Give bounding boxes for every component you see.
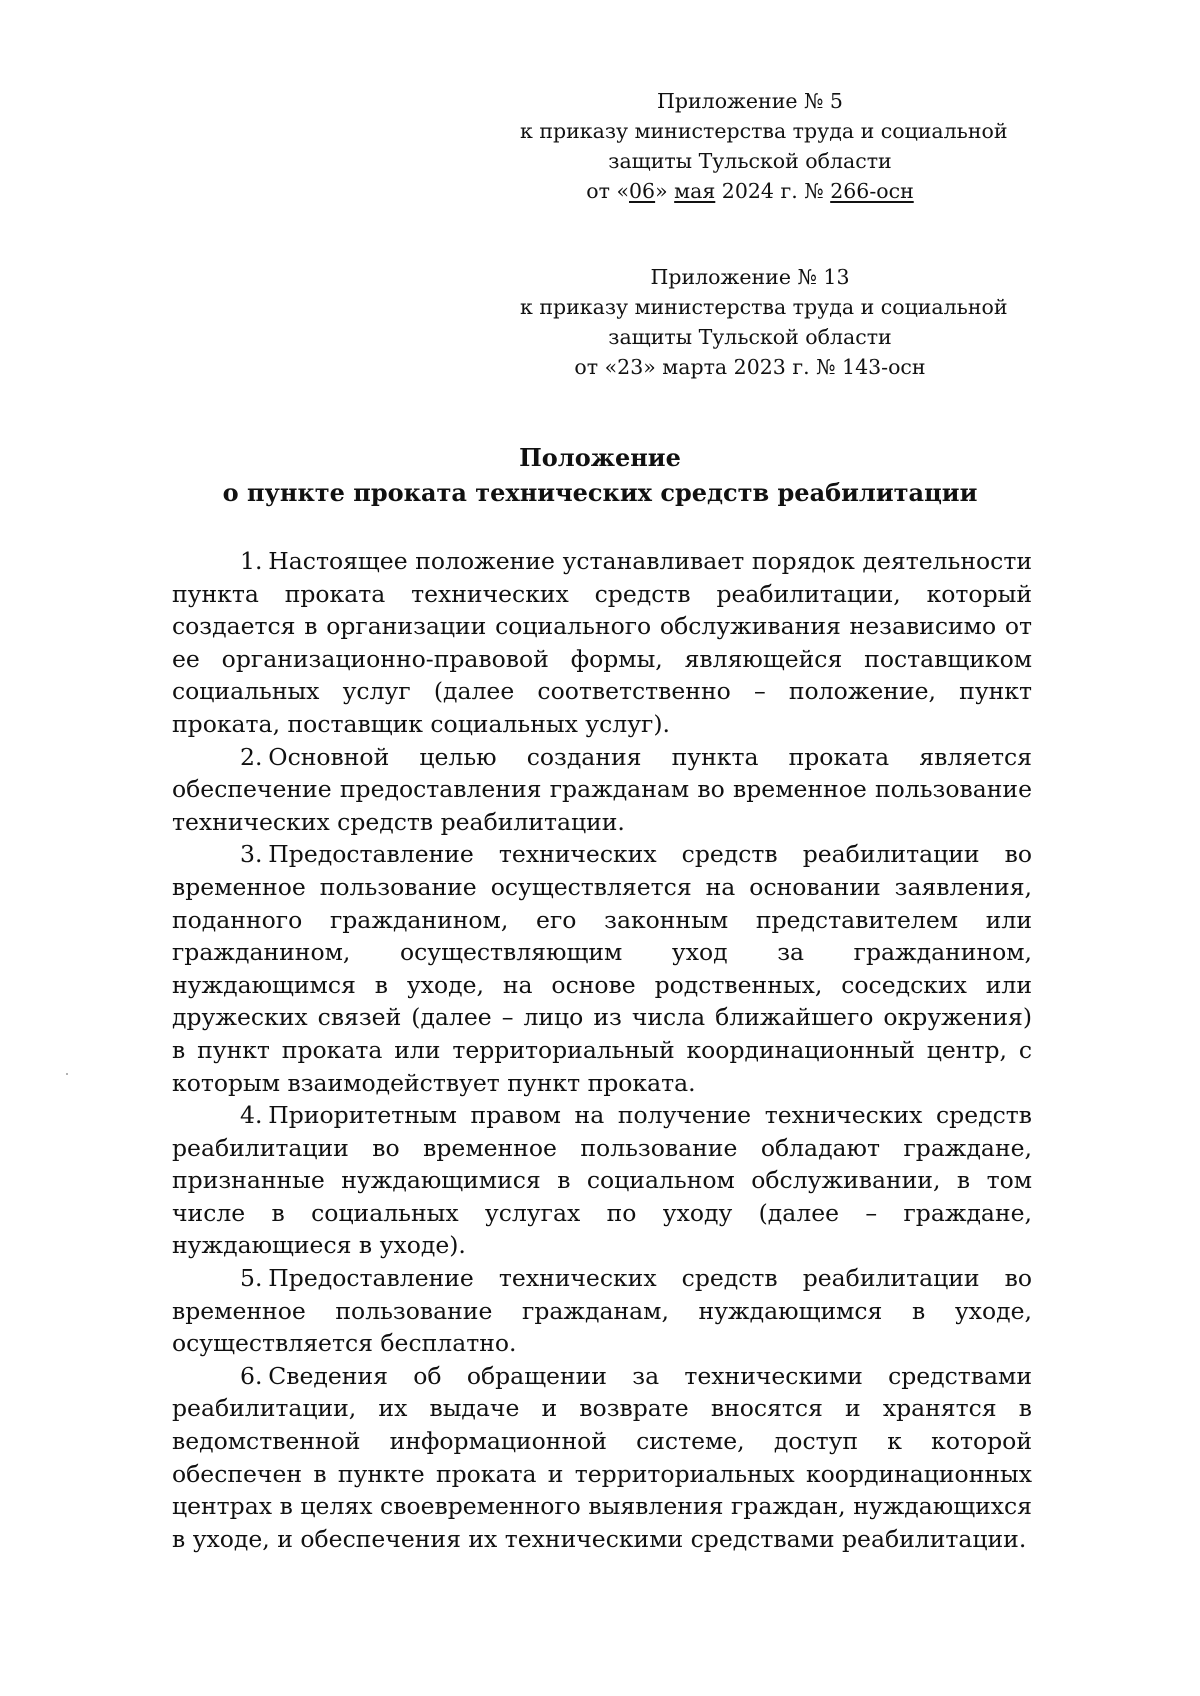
paragraph-3: [172, 838, 1032, 1099]
paragraph-text: Основной целью создания пункта проката является обеспечение предоставления гражданам во временное пользование технических средств реабилитации.: [172, 742, 1032, 836]
paragraph-6: [172, 1360, 1032, 1556]
paragraph-text: Настоящее положение устанавливает порядок деятельности пункта проката технических средств реабилитации, который создается в организации социального обслуживания независимо от ее организационно-правовой формы, являющейся поставщиком социальных услуг (далее соответственно – положение, пункт проката, поставщик социальных услуг).: [172, 547, 1032, 738]
paragraph-4: [172, 1099, 1032, 1262]
document-title-line1: Положение: [519, 443, 681, 472]
appendix-5-month: мая: [674, 179, 716, 203]
paragraph-number: 3.: [240, 840, 263, 869]
appendix-5-line1: к приказу министерства труда и социальной: [520, 119, 1008, 143]
paragraph-number: 6.: [240, 1361, 263, 1390]
paragraph-5: [172, 1262, 1032, 1360]
document-title: [120, 440, 1080, 510]
appendix-13-date-line: от «23» марта 2023 г. № 143-осн: [574, 355, 926, 379]
document-title-line2: о пункте проката технических средств реабилитации: [222, 478, 978, 507]
paragraph-number: 1.: [240, 547, 263, 575]
appendix-5-date-prefix: от «: [586, 179, 630, 203]
appendix-5-date-line: [520, 176, 980, 206]
appendix-13-header: [520, 262, 1008, 382]
document-body: [172, 545, 1032, 1555]
appendix-5-line2: защиты Тульской области: [608, 149, 892, 173]
paragraph-number: 4.: [240, 1101, 263, 1130]
paragraph-text: Приоритетным правом на получение технических средств реабилитации во временное пользование обладают граждане, признанные нуждающимися в социальном обслуживании, в том числе в социальных услугах по уходу (далее – граждане, нуждающиеся в уходе).: [172, 1101, 1032, 1260]
appendix-13-line2: защиты Тульской области: [608, 325, 892, 349]
appendix-13-line1: к приказу министерства труда и социальной: [520, 295, 1008, 319]
paragraph-text: Сведения об обращении за техническими средствами реабилитации, их выдаче и возврате вносятся и хранятся в ведомственной информационной системе, доступ к которой обеспечен в пункте проката и территориальных координационных центрах в целях своевременного выявления граждан, нуждающихся в уходе, и обеспечения их техническими средствами реабилитации.: [172, 1361, 1032, 1553]
appendix-5-day: 06: [629, 179, 656, 203]
appendix-5-year-part: 2024 г. №: [715, 179, 831, 203]
scan-speck: [66, 1073, 68, 1075]
paragraph-number: 5.: [240, 1264, 263, 1293]
paragraph-number: 2.: [240, 742, 263, 771]
appendix-5-header: [520, 86, 1008, 206]
paragraph-text: Предоставление технических средств реабилитации во временное пользование осуществляется на основании заявления, поданного гражданином, его законным представителем или гражданином, осуществляющим уход за гражданином, нуждающимся в уходе, на основе родственных, соседских или дружеских связей (далее – лицо из числа ближайшего окружения) в пункт проката или территориальный координационный центр, с которым взаимодействует пункт проката.: [172, 840, 1032, 1097]
paragraph-text: Предоставление технических средств реабилитации во временное пользование гражданам, нуждающимся в уходе, осуществляется бесплатно.: [172, 1264, 1032, 1358]
appendix-5-date-mid: »: [655, 179, 675, 203]
appendix-5-title: Приложение № 5: [657, 89, 843, 113]
appendix-5-number: 266-осн: [830, 179, 914, 203]
appendix-13-title: Приложение № 13: [650, 265, 850, 289]
paragraph-2: [172, 741, 1032, 839]
paragraph-1: [172, 545, 1032, 741]
